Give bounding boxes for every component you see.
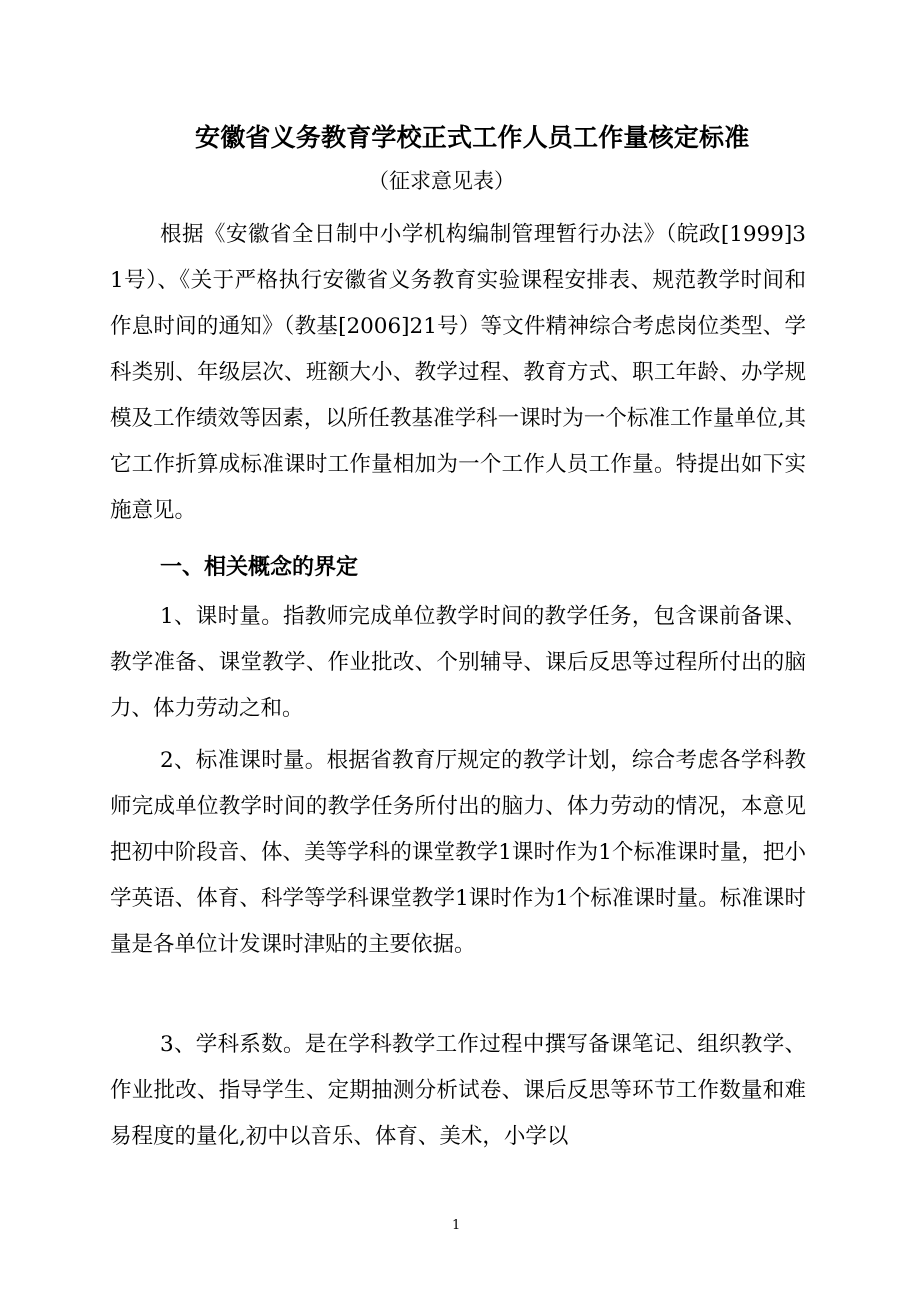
paragraph-2: 2、标准课时量。根据省教育厅规定的教学计划，综合考虑各学科教师完成单位教学时间的教学任务所付出的脑力、体力劳动的情况，本意见把初中阶段音、体、美等学科的课堂教学1课时作为1个标准课时量，把小学英语、体育、科学等学科课堂教学1课时作为1个标准课时量。标准课时量是各单位计发课时津贴的主要依据。 — [110, 748, 806, 957]
page-number: 1 — [452, 1218, 461, 1233]
section-heading: 一、相关概念的界定 — [160, 555, 359, 580]
document-subtitle: （征求意见表） — [368, 169, 515, 193]
document-title: 安徽省义务教育学校正式工作人员工作量核定标准 — [195, 123, 750, 152]
paragraph-1: 1、课时量。指教师完成单位教学时间的教学任务，包含课前备课、教学准备、课堂教学、作业批改、个别辅导、课后反思等过程所付出的脑力、体力劳动之和。 — [110, 604, 806, 721]
intro-paragraph: 根据《安徽省全日制中小学机构编制管理暂行办法》（皖政[1999]31号）、《关于严格执行安徽省义务教育实验课程安排表、规范教学时间和作息时间的通知》（教基[2006]21号）等文件精神综合考虑岗位类型、学科类别、年级层次、班额大小、教学过程、教育方式、职工年龄、办学规模及工作绩效等因素，以所任教基准学科一课时为一个标准工作量单位,其它工作折算成标准课时工作量相加为一个工作人员工作量。特提出如下实施意见。 — [110, 222, 806, 523]
paragraph-3: 3、学科系数。是在学科教学工作过程中撰写备课笔记、组织教学、作业批改、指导学生、定期抽测分析试卷、课后反思等环节工作数量和难易程度的量化,初中以音乐、体育、美术，小学以 — [110, 1032, 806, 1149]
